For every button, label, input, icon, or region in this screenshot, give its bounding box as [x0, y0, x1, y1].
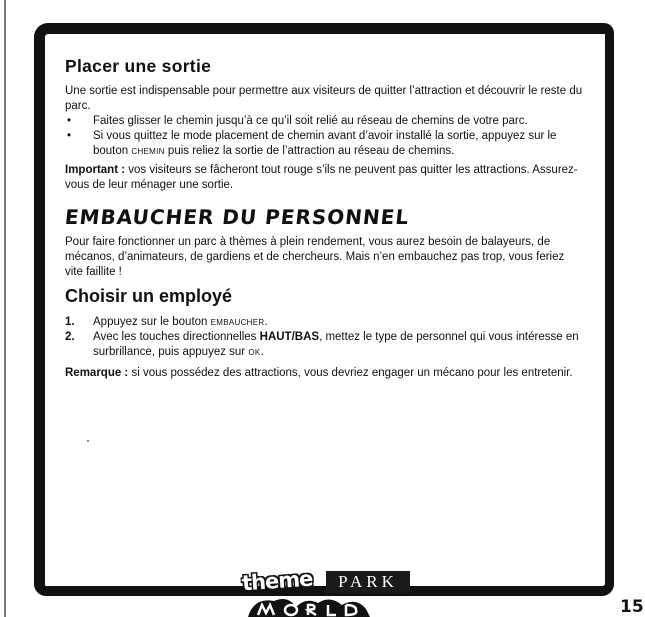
important-label: Important :: [65, 164, 126, 176]
step-text-end: .: [264, 316, 268, 328]
step-text: Avec les touches directionnelles: [93, 331, 260, 343]
page-content: [65, 56, 585, 381]
button-name-ok: OK: [248, 348, 261, 357]
section-title-choisir: Choisir un employé: [65, 286, 233, 306]
logo-world-word: [244, 593, 404, 617]
step-text-middle: , mettez le type de personnel qui vous intéresse en surbrillance, puis appuyez sur: [93, 331, 579, 358]
step-number: 2.: [65, 331, 75, 343]
list-item: [65, 315, 585, 330]
bullet-text: Si vous quittez le mode placement de chemin avant d’avoir installé la sortie, appuyez sur le bouton: [93, 130, 557, 157]
bullet-icon: •: [67, 130, 72, 142]
list-item: [65, 114, 585, 129]
page-number: 15: [620, 597, 644, 617]
print-speck: [87, 440, 89, 442]
list-item: [65, 129, 585, 159]
list-item: [65, 330, 585, 360]
placer-bullet-list: [65, 114, 585, 159]
choisir-steps: [65, 315, 585, 360]
page-edge-rule: [4, 0, 6, 617]
important-text: vos visiteurs se fâcheront tout rouge s’ils ne peuvent pas quitter les attractions. Assurez-vous de leur ménager une sortie.: [65, 164, 578, 191]
section-title-placer: Placer une sortie: [65, 56, 212, 76]
button-name-embaucher: EMBAUCHER: [210, 318, 265, 327]
embaucher-text: Pour faire fonctionner un parc à thèmes à plein rendement, vous aurez besoin de balayeurs, de mécanos, d’animateurs, de gardiens et de chercheurs. Mais n’en embauchez pas trop, vous feriez vite faillite !: [65, 236, 565, 278]
important-note: [65, 163, 585, 193]
step-text: Appuyez sur le bouton: [93, 316, 211, 328]
remark-note: [65, 366, 585, 381]
logo-theme-word: theme: [241, 566, 314, 596]
step-number: 1.: [65, 316, 75, 328]
key-name-haut-bas: HAUT/BAS: [259, 331, 320, 343]
step-text-end: .: [260, 346, 264, 358]
button-name-chemin: CHEMIN: [131, 147, 165, 156]
theme-park-world-logo: [238, 567, 418, 617]
placer-intro: Une sortie est indispensable pour permettre aux visiteurs de quitter l’attraction et découvrir le reste du parc.: [65, 85, 583, 112]
bullet-text: Faites glisser le chemin jusqu’à ce qu’il soit relié au réseau de chemins de votre parc.: [93, 115, 528, 127]
logo-park-word: PARK: [326, 571, 410, 593]
remark-text: si vous possédez des attractions, vous devriez engager un mécano pour les entretenir.: [128, 367, 573, 379]
bullet-icon: •: [67, 115, 72, 127]
section-title-embaucher: EMBAUCHER DU PERSONNEL: [63, 205, 411, 229]
bullet-text-end: puis reliez la sortie de l’attraction au réseau de chemins.: [164, 145, 455, 157]
remark-label: Remarque :: [65, 367, 129, 379]
